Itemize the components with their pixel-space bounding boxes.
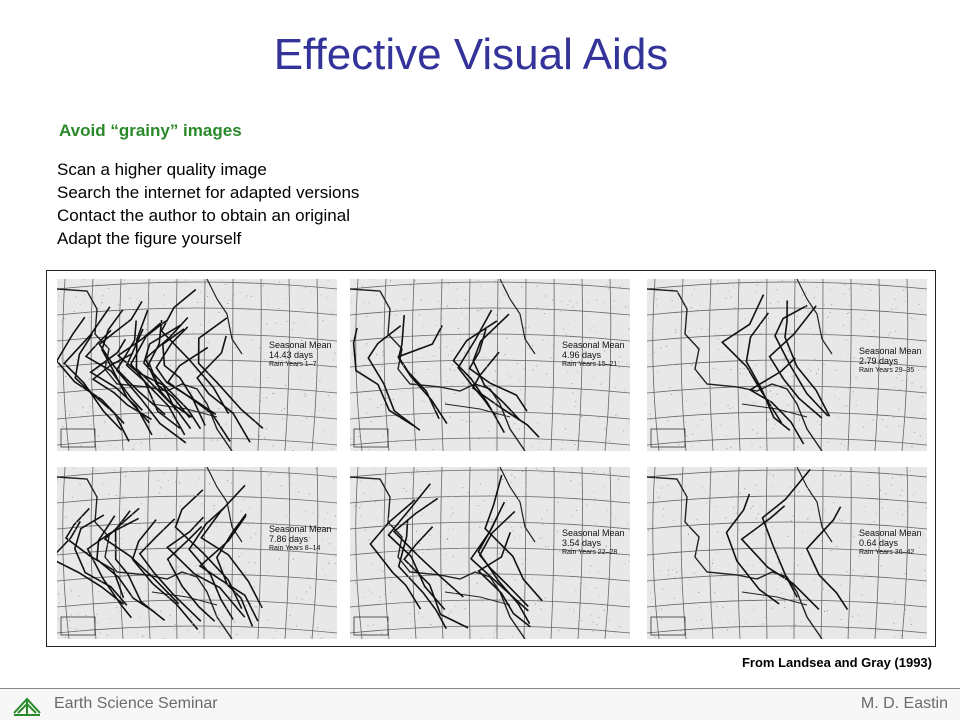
bullet-item: Adapt the figure yourself [57, 229, 242, 248]
bullet-item: Scan a higher quality image [57, 160, 267, 179]
map-label-years: Rain Years 8–14 [269, 544, 321, 552]
bullet-item: Contact the author to obtain an original [57, 206, 350, 225]
track-map-6 [647, 467, 927, 639]
footer-bar [0, 688, 960, 720]
map-label-years: Rain Years 15–21 [562, 360, 618, 368]
bullet-item: Search the internet for adapted versions [57, 183, 360, 202]
map-label-years: Rain Years 1–7 [269, 360, 317, 368]
footer-course-name: Earth Science Seminar [54, 695, 218, 712]
map-label-years: Rain Years 22–28 [562, 548, 618, 556]
track-map-3 [647, 279, 927, 451]
track-map-2 [350, 279, 630, 451]
map-label-value: 4.96 days [562, 349, 602, 360]
map-label-title: Seasonal Mean [562, 340, 625, 350]
track-map-4 [57, 467, 337, 639]
track-map-1 [57, 279, 337, 451]
map-label-years: Rain Years 29–35 [859, 366, 915, 374]
map-label-title: Seasonal Mean [269, 340, 332, 350]
track-map-5 [350, 467, 630, 639]
map-label-years: Rain Years 36–42 [859, 548, 915, 556]
hurricane-track-maps-figure [46, 270, 936, 647]
map-label-value: 0.64 days [859, 537, 899, 548]
map-label-title: Seasonal Mean [269, 524, 332, 534]
footer-author: M. D. Eastin [860, 695, 948, 712]
map-label-title: Seasonal Mean [859, 528, 922, 538]
subheading: Avoid “grainy” images [59, 121, 242, 140]
bullet-list [57, 158, 359, 250]
map-label-value: 3.54 days [562, 537, 602, 548]
map-label-title: Seasonal Mean [562, 528, 625, 538]
slide-title: Effective Visual Aids [273, 30, 669, 79]
map-label-value: 14.43 days [269, 349, 314, 360]
figure-caption: From Landsea and Gray (1993) [741, 655, 932, 670]
university-logo-icon [12, 695, 42, 717]
map-label-value: 2.79 days [859, 355, 899, 366]
map-label-title: Seasonal Mean [859, 346, 922, 356]
map-label-value: 7.86 days [269, 533, 309, 544]
